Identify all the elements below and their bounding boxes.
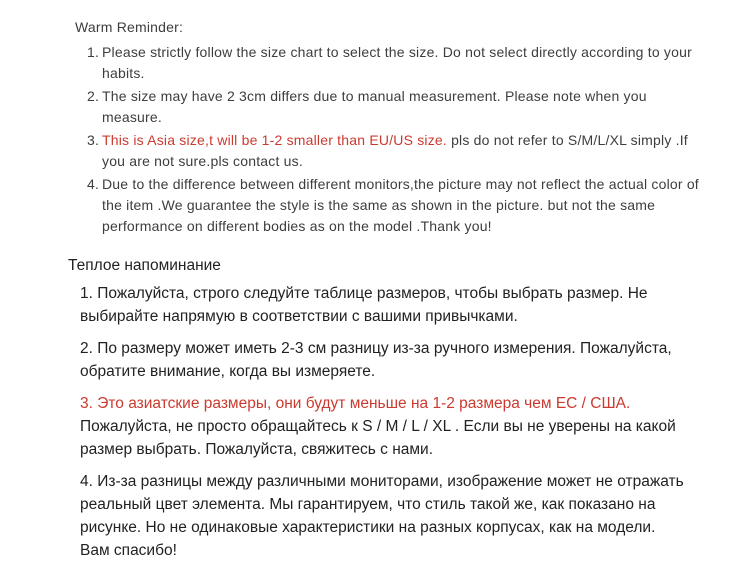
english-reminder-title: Warm Reminder: [75,19,184,35]
english-reminder-item-1 [75,42,704,84]
russian-reminder-item-4 [80,470,712,562]
russian-reminder-section [0,254,750,562]
english-reminder-item-2 [75,86,704,128]
item-text: Due to the difference between different monitors,the picture may not reflect the actual color of the item .We guarantee the style is the same as shown in the picture. but not the same performance on different bodies as on the model .Thank you! [102,176,699,234]
item-number: 1. [87,44,100,60]
english-reminder-item-3 [75,130,704,172]
item-text-rest: Пожалуйста, не просто обращайтесь к S / M / L / XL . Если вы не уверены на какой размер выбрать. Пожалуйста, свяжитесь с нами. [80,418,676,458]
item-text: Please strictly follow the size chart to select the size. Do not select directly according to your habits. [102,44,692,81]
item-number: 3. [87,132,100,148]
english-reminder-section [0,0,750,237]
item-text: The size may have 2 3cm differs due to manual measurement. Please note when you measure. [102,88,647,125]
russian-reminder-title: Теплое напоминание [68,257,221,274]
english-reminder-item-4 [75,174,704,237]
item-text-rest: pls do not refer to S/M/L/XL simply .If you are not sure.pls contact us. [102,132,688,169]
russian-reminder-item-1: 1. Пожалуйста, строго следуйте таблице размеров, чтобы выбрать размер. Не выбирайте напрямую в соответствии с вашими привычками. [80,285,648,325]
item-text [102,132,688,169]
item-number: 4. [87,176,100,192]
russian-reminder-item-2: 2. По размеру может иметь 2-3 см разницу из-за ручного измерения. Пожалуйста, обратите внимание, когда вы измеряете. [80,340,672,380]
item-text-highlight: 3. Это азиатские размеры, они будут меньше на 1-2 размера чем ЕС / США. [80,395,631,412]
item-text: 4. Из-за разницы между различными мониторами, изображение может не отражать реальный цвет элемента. Мы гарантируем, что стиль такой же, как показано на рисунке. Но не одинаковые характеристики на разных корпусах, как на модели. [80,473,684,536]
russian-reminder-item-3 [80,392,712,461]
item-text-highlight: This is Asia size,t will be 1-2 smaller than EU/US size. [102,132,447,148]
item-text-closing: Вам спасибо! [80,542,177,559]
item-number: 2. [87,88,100,104]
